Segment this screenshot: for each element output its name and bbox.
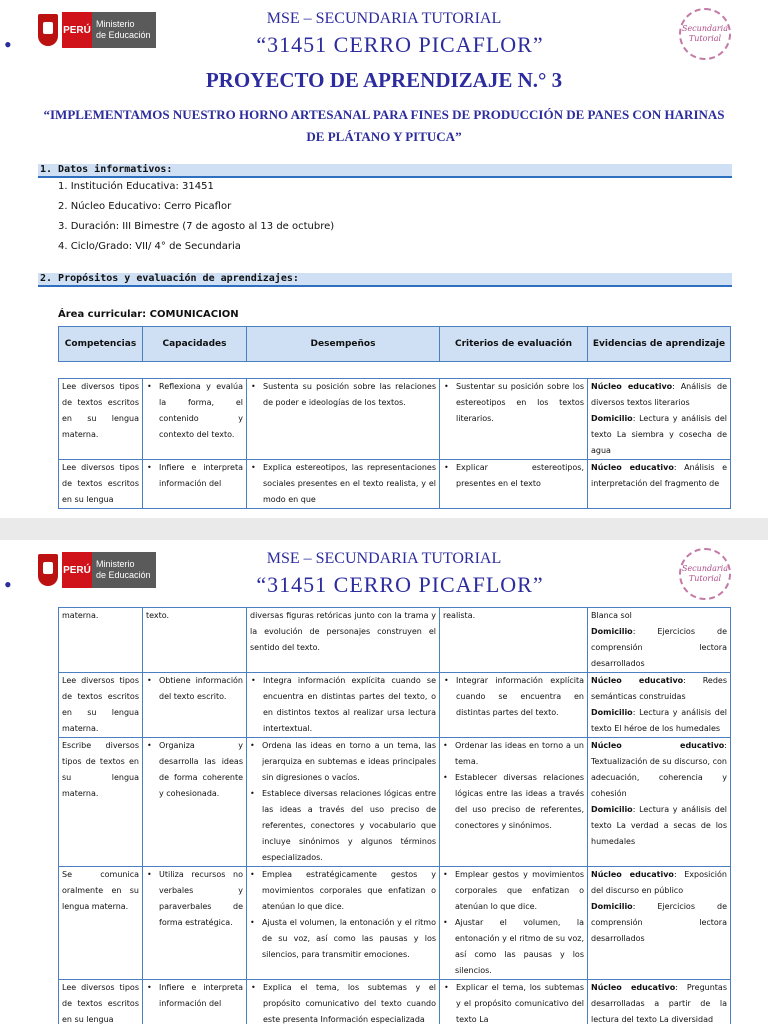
cell-desempeno: • Sustenta su posición sobre las relaciones de poder e ideologías de los textos. bbox=[247, 379, 440, 460]
table-row bbox=[59, 673, 731, 738]
cell-evidencia: Núcleo educativo: Preguntas desarrolladas a partir de la lectura del texto La diversidad bbox=[588, 980, 731, 1024]
section-1-heading: 1. Datos informativos: bbox=[38, 164, 732, 178]
col-header: Evidencias de aprendizaje bbox=[588, 327, 731, 362]
cell-capacidad: • Infiere e interpreta información del bbox=[143, 460, 247, 509]
table-row bbox=[59, 460, 731, 509]
cell-criterio: • Integrar información explícita cuando se encuentra en distintas partes del texto. bbox=[440, 673, 588, 738]
header-title: MSE – SECUNDARIA TUTORIAL bbox=[266, 10, 502, 27]
cell-capacidad: • Obtiene información del texto escrito. bbox=[143, 673, 247, 738]
cell-evidencia: Núcleo educativo: Textualización de su discurso, con adecuación, coherencia y cohesión Domicilio: Lectura y análisis del texto La verdad a secas de los humedales bbox=[588, 738, 731, 867]
cell-capacidad: • Infiere e interpreta información del bbox=[143, 980, 247, 1024]
school-title: • “31451 CERRO PICAFLOR” bbox=[0, 32, 768, 58]
cell-capacidad: • Utiliza recursos no verbales y paraverbales de forma estratégica. bbox=[143, 867, 247, 980]
cell-criterio: • Ordenar las ideas en torno a un tema. • Establecer diversas relaciones lógicas entre las ideas a través del uso preciso de referentes, conectores y sinónimos. bbox=[440, 738, 588, 867]
table-row bbox=[59, 867, 731, 980]
cell-criterio: • Explicar el tema, los subtemas y el propósito comunicativo del texto La bbox=[440, 980, 588, 1024]
logo-peru-text: PERÚ bbox=[62, 552, 92, 588]
tutorial-badge-icon: Secundaria Tutorial bbox=[679, 548, 731, 600]
page-separator bbox=[0, 518, 768, 540]
cell-capacidad: texto. bbox=[143, 608, 247, 673]
info-item: 2. Núcleo Educativo: Cerro Picaflor bbox=[58, 201, 232, 212]
cell-competencia: Se comunica oralmente en su lengua materna. bbox=[59, 867, 143, 980]
cell-criterio: • Explicar estereotipos, presentes en el texto bbox=[440, 460, 588, 509]
competencies-table bbox=[58, 378, 731, 509]
cell-criterio: • Emplear gestos y movimientos corporales que enfatizan o atenúan lo que dice. • Ajustar el volumen, la entonación y el ritmo de su voz, así como las pausas y los silencios. bbox=[440, 867, 588, 980]
cell-evidencia: Núcleo educativo: Redes semánticas construidas Domicilio: Lectura y análisis del texto El héroe de los humedales bbox=[588, 673, 731, 738]
logo-peru-text: PERÚ bbox=[62, 12, 92, 48]
document-page-2 bbox=[0, 540, 768, 1024]
header-title: MSE – SECUNDARIA TUTORIAL bbox=[266, 550, 502, 567]
cell-evidencia: Núcleo educativo: Exposición del discurso en público Domicilio: Ejercicios de comprensión lectora desarrollados bbox=[588, 867, 731, 980]
table-row bbox=[59, 608, 731, 673]
info-list bbox=[58, 181, 334, 261]
project-subtitle: “IMPLEMENTAMOS NUESTRO HORNO ARTESANAL PARA FINES DE PRODUCCIÓN DE PANES CON HARINAS DE PLÁTANO Y PITUCA” bbox=[43, 107, 725, 144]
table-row bbox=[59, 980, 731, 1024]
cell-desempeno: • Integra información explícita cuando se encuentra en distintas partes del texto, o en distintos textos al realizar ursa lectura intertextual. bbox=[247, 673, 440, 738]
cell-competencia: Lee diversos tipos de textos escritos en su lengua materna. bbox=[59, 673, 143, 738]
logo-ministerio-text: Ministerio de Educación bbox=[92, 12, 156, 48]
cell-capacidad: • Reflexiona y evalúa la forma, el contenido y contexto del texto. bbox=[143, 379, 247, 460]
cell-competencia: Escribe diversos tipos de textos en su lengua materna. bbox=[59, 738, 143, 867]
info-item: 1. Institución Educativa: 31451 bbox=[58, 181, 214, 192]
col-header: Capacidades bbox=[143, 327, 247, 362]
section-2-heading: 2. Propósitos y evaluación de aprendizajes: bbox=[38, 273, 732, 287]
cell-evidencia: Núcleo educativo: Análisis e interpretación del fragmento de bbox=[588, 460, 731, 509]
cell-evidencia: Blanca sol Domicilio: Ejercicios de comprensión lectora desarrollados bbox=[588, 608, 731, 673]
cell-competencia: materna. bbox=[59, 608, 143, 673]
cell-desempeno: • Emplea estratégicamente gestos y movimientos corporales que enfatizan o atenúan lo que dice. • Ajusta el volumen, la entonación y el ritmo de su voz, así como las pausas y los silencios, para transmitir emociones. bbox=[247, 867, 440, 980]
logo-ministerio-text: Ministerio de Educación bbox=[92, 552, 156, 588]
tutorial-badge-icon: Secundaria Tutorial bbox=[679, 8, 731, 60]
cell-competencia: Lee diversos tipos de textos escritos en su lengua bbox=[59, 980, 143, 1024]
header-table bbox=[58, 326, 731, 362]
cell-desempeno: • Ordena las ideas en torno a un tema, las jerarquiza en subtemas e ideas principales sin digresiones o vacíos. • Establece diversas relaciones lógicas entre las ideas a través del uso preciso de referentes, conectores y vocabulario que incluye sinónimos y algunos términos especializados. bbox=[247, 738, 440, 867]
competencies-table-continued bbox=[58, 607, 731, 1024]
cell-desempeno: diversas figuras retóricas junto con la trama y la evolución de personajes construyen el sentido del texto. bbox=[247, 608, 440, 673]
cell-evidencia: Núcleo educativo: Análisis de diversos textos literarios Domicilio: Lectura y análisis del texto La siembra y cosecha de agua bbox=[588, 379, 731, 460]
cell-criterio: • Sustentar su posición sobre los estereotipos en los textos literarios. bbox=[440, 379, 588, 460]
cell-competencia: Lee diversos tipos de textos escritos en su lengua materna. bbox=[59, 379, 143, 460]
col-header: Criterios de evaluación bbox=[440, 327, 588, 362]
cell-capacidad: • Organiza y desarrolla las ideas de forma coherente y cohesionada. bbox=[143, 738, 247, 867]
cell-criterio: realista. bbox=[440, 608, 588, 673]
col-header: Competencias bbox=[59, 327, 143, 362]
cell-desempeno: • Explica estereotipos, las representaciones sociales presentes en el texto realista, y el modo en que bbox=[247, 460, 440, 509]
table-row bbox=[59, 379, 731, 460]
cell-competencia: Lee diversos tipos de textos escritos en su lengua bbox=[59, 460, 143, 509]
area-curricular: Área curricular: COMUNICACION bbox=[58, 309, 239, 320]
info-item: 4. Ciclo/Grado: VII/ 4° de Secundaria bbox=[58, 241, 241, 252]
table-row bbox=[59, 738, 731, 867]
project-title: PROYECTO DE APRENDIZAJE N.° 3 bbox=[205, 68, 563, 92]
cell-desempeno: • Explica el tema, los subtemas y el propósito comunicativo del texto cuando este presenta Información especializada bbox=[247, 980, 440, 1024]
school-title: • “31451 CERRO PICAFLOR” bbox=[0, 572, 768, 598]
info-item: 3. Duración: III Bimestre (7 de agosto al 13 de octubre) bbox=[58, 221, 335, 232]
col-header: Desempeños bbox=[247, 327, 440, 362]
